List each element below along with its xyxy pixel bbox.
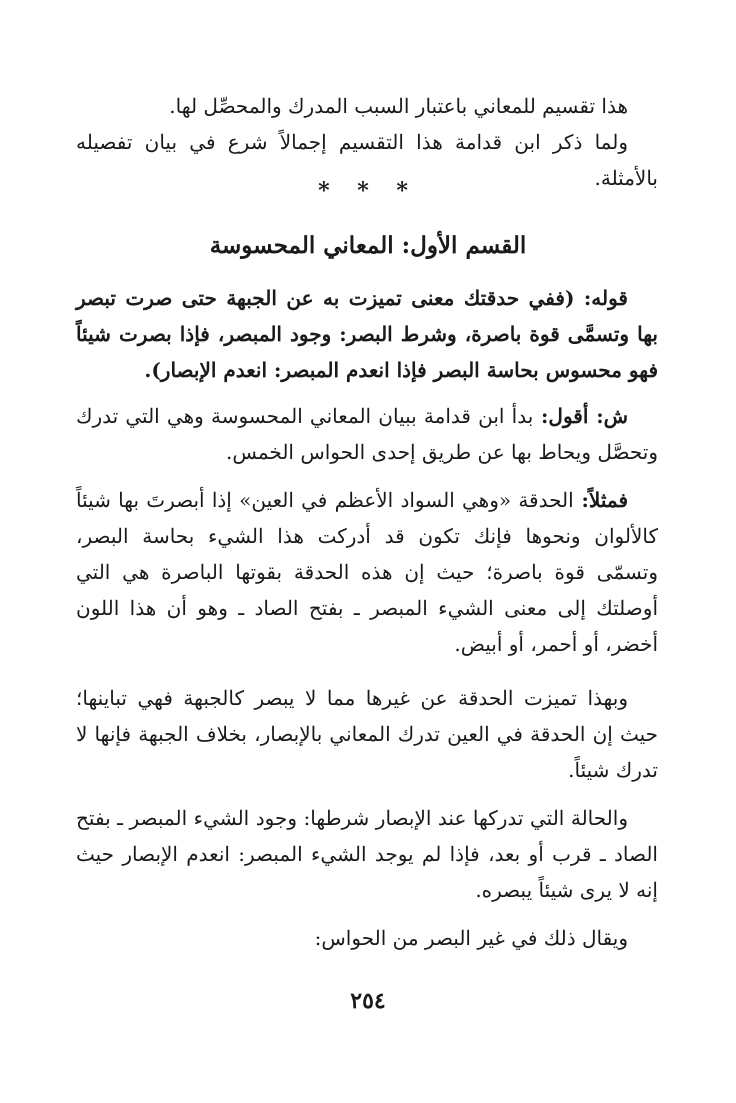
page-number: ٢٥٤ [350,988,386,1014]
quote-paragraph [76,280,658,388]
section-separator: * * * [318,178,418,204]
example-lead: فمثلاً: [573,488,629,512]
other-senses-paragraph [76,920,658,956]
intro-line-1: هذا تقسيم للمعاني باعتبار السبب المدرك والمحصِّل لها. [169,94,628,118]
commentary-text: بدأ ابن قدامة ببيان المعاني المحسوسة وهي التي تدرك وتحصَّل ويحاط بها عن طريق إحدى الحواس الخمس. [76,404,658,464]
quote-text: (ففي حدقتك معنى تميزت به عن الجبهة حتى صرت تبصر بها وتسمَّى قوة باصرة، وشرط البصر: وجود المبصر، فإذا بصرت شيئاً فهو محسوس بحاسة البصر فإذا انعدم المبصر: انعدم الإبصار). [76,286,658,382]
condition-text: والحالة التي تدركها عند الإبصار شرطها: وجود الشيء المبصر ـ بفتح الصاد ـ قرب أو بعد، فإذا لم يوجد الشيء المبصر: انعدم الإبصار حيث إنه لا يرى شيئاً يبصره. [76,806,658,902]
condition-paragraph [76,800,658,908]
intro-line-2: ولما ذكر ابن قدامة هذا التقسيم إجمالاً شرع في بيان تفصيله بالأمثلة. [76,130,658,190]
commentary-paragraph [76,398,658,470]
difference-text: وبهذا تميزت الحدقة عن غيرها مما لا يبصر كالجبهة فهي تباينها؛ حيث إن الحدقة في العين تدرك المعاني بالإبصار، بخلاف الجبهة فإنها لا تدرك شيئاً. [76,686,658,782]
quote-lead: قوله: [574,286,628,310]
section-heading: القسم الأول: المعاني المحسوسة [209,232,527,259]
commentary-lead: ش: أقول: [533,404,628,428]
example-paragraph [76,482,658,662]
example-text: الحدقة «وهي السواد الأعظم في العين» إذا أبصرتَ بها شيئاً كالألوان ونحوها فإنك تكون قد أدركت هذا الشيء بحاسة البصر، وتسمّى قوة باصرة؛ حيث إن هذه الحدقة بقوتها الباصرة هي التي أوصلتك إلى معنى الشيء المبصر ـ بفتح الصاد ـ وهو أن هذا اللون أخضر، أو أحمر، أو أبيض. [76,488,658,656]
difference-paragraph [76,680,658,788]
other-senses-text: ويقال ذلك في غير البصر من الحواس: [314,926,628,950]
